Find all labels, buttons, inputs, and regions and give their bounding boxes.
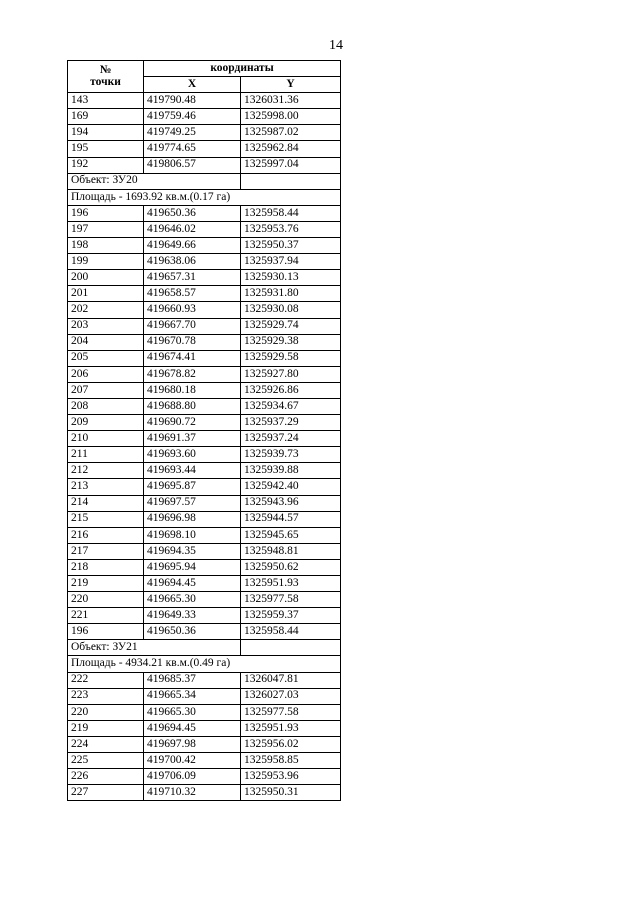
y-coordinate-cell: 1325959.37 [241, 608, 341, 624]
y-coordinate-cell: 1325942.40 [241, 479, 341, 495]
x-coordinate-cell: 419657.31 [144, 270, 241, 286]
empty-cell [241, 640, 341, 656]
y-coordinate-cell: 1325948.81 [241, 543, 341, 559]
y-coordinate-cell: 1325950.62 [241, 559, 341, 575]
point-label: точки [90, 75, 121, 88]
table-row [68, 511, 341, 527]
point-number-cell: 209 [68, 415, 144, 431]
x-coordinate-cell: 419667.70 [144, 318, 241, 334]
x-coordinate-cell: 419706.09 [144, 769, 241, 785]
y-coordinate-cell: 1325953.76 [241, 221, 341, 237]
table-row [68, 141, 341, 157]
table-row [68, 785, 341, 801]
x-coordinate-cell: 419691.37 [144, 431, 241, 447]
x-coordinate-cell: 419695.87 [144, 479, 241, 495]
table-row [68, 398, 341, 414]
x-coordinate-cell: 419665.34 [144, 688, 241, 704]
table-row [68, 238, 341, 254]
object-row [68, 173, 341, 189]
x-coordinate-cell: 419698.10 [144, 527, 241, 543]
point-number-cell: 202 [68, 302, 144, 318]
x-coordinate-cell: 419694.45 [144, 720, 241, 736]
x-coordinate-cell: 419650.36 [144, 624, 241, 640]
point-number-cell: 220 [68, 592, 144, 608]
empty-cell [241, 173, 341, 189]
x-coordinate-cell: 419649.33 [144, 608, 241, 624]
object-row [68, 640, 341, 656]
x-coordinate-cell: 419649.66 [144, 238, 241, 254]
x-coordinate-cell: 419774.65 [144, 141, 241, 157]
point-number-cell: 212 [68, 463, 144, 479]
point-number-cell: 218 [68, 559, 144, 575]
y-coordinate-cell: 1325951.93 [241, 576, 341, 592]
area-label: Площадь - 1693.92 кв.м.(0.17 га) [68, 189, 341, 205]
table-row [68, 93, 341, 109]
y-coordinate-cell: 1325934.67 [241, 398, 341, 414]
point-number-cell: 199 [68, 254, 144, 270]
x-coordinate-cell: 419790.48 [144, 93, 241, 109]
table-row [68, 415, 341, 431]
point-number-cell: 224 [68, 736, 144, 752]
table-row [68, 302, 341, 318]
x-coordinate-cell: 419694.35 [144, 543, 241, 559]
x-coordinate-cell: 419665.30 [144, 704, 241, 720]
x-coordinate-cell: 419665.30 [144, 592, 241, 608]
area-label: Площадь - 4934.21 кв.м.(0.49 га) [68, 656, 341, 672]
point-number-cell: 211 [68, 447, 144, 463]
y-header: Y [241, 77, 341, 93]
table-row [68, 447, 341, 463]
table-row [68, 334, 341, 350]
point-number-cell: 203 [68, 318, 144, 334]
y-coordinate-cell: 1325951.93 [241, 720, 341, 736]
y-coordinate-cell: 1325962.84 [241, 141, 341, 157]
y-coordinate-cell: 1325956.02 [241, 736, 341, 752]
object-label: Объект: ЗУ20 [68, 173, 241, 189]
x-coordinate-cell: 419759.46 [144, 109, 241, 125]
table-row [68, 254, 341, 270]
x-coordinate-cell: 419806.57 [144, 157, 241, 173]
x-coordinate-cell: 419695.94 [144, 559, 241, 575]
y-coordinate-cell: 1325939.73 [241, 447, 341, 463]
y-coordinate-cell: 1325930.08 [241, 302, 341, 318]
table-row [68, 736, 341, 752]
point-number-cell: 204 [68, 334, 144, 350]
y-coordinate-cell: 1325937.29 [241, 415, 341, 431]
table-row [68, 624, 341, 640]
x-coordinate-cell: 419674.41 [144, 350, 241, 366]
point-number-cell: 223 [68, 688, 144, 704]
point-number-cell: 196 [68, 205, 144, 221]
table-row [68, 463, 341, 479]
table-body [68, 93, 341, 801]
y-coordinate-cell: 1325939.88 [241, 463, 341, 479]
y-coordinate-cell: 1326047.81 [241, 672, 341, 688]
table-row [68, 527, 341, 543]
x-coordinate-cell: 419690.72 [144, 415, 241, 431]
table-row [68, 366, 341, 382]
point-number-cell: 219 [68, 576, 144, 592]
table-row [68, 479, 341, 495]
area-row [68, 656, 341, 672]
point-number-cell: 206 [68, 366, 144, 382]
point-number-cell: 200 [68, 270, 144, 286]
x-coordinate-cell: 419638.06 [144, 254, 241, 270]
point-number-cell: 225 [68, 753, 144, 769]
table-row [68, 704, 341, 720]
table-row [68, 221, 341, 237]
y-coordinate-cell: 1325929.38 [241, 334, 341, 350]
table-row [68, 350, 341, 366]
point-number-cell: 216 [68, 527, 144, 543]
point-number-cell: 207 [68, 382, 144, 398]
coordinates-header: координаты [144, 61, 341, 77]
table-row [68, 125, 341, 141]
y-coordinate-cell: 1325953.96 [241, 769, 341, 785]
y-coordinate-cell: 1325958.44 [241, 624, 341, 640]
x-coordinate-cell: 419696.98 [144, 511, 241, 527]
table-row [68, 270, 341, 286]
x-coordinate-cell: 419658.57 [144, 286, 241, 302]
point-number-cell: 169 [68, 109, 144, 125]
x-coordinate-cell: 419710.32 [144, 785, 241, 801]
y-coordinate-cell: 1325998.00 [241, 109, 341, 125]
x-coordinate-cell: 419697.98 [144, 736, 241, 752]
x-coordinate-cell: 419660.93 [144, 302, 241, 318]
table-row [68, 672, 341, 688]
y-coordinate-cell: 1325977.58 [241, 592, 341, 608]
table-row [68, 769, 341, 785]
number-sign: № [99, 64, 112, 77]
table-row [68, 495, 341, 511]
y-coordinate-cell: 1325958.85 [241, 753, 341, 769]
y-coordinate-cell: 1326031.36 [241, 93, 341, 109]
x-coordinate-cell: 419650.36 [144, 205, 241, 221]
y-coordinate-cell: 1325950.31 [241, 785, 341, 801]
y-coordinate-cell: 1325937.94 [241, 254, 341, 270]
table-row [68, 286, 341, 302]
point-number-cell: 198 [68, 238, 144, 254]
x-coordinate-cell: 419670.78 [144, 334, 241, 350]
y-coordinate-cell: 1325944.57 [241, 511, 341, 527]
point-number-cell: 195 [68, 141, 144, 157]
table-row [68, 559, 341, 575]
point-number-cell: 221 [68, 608, 144, 624]
point-number-cell: 215 [68, 511, 144, 527]
table-row [68, 431, 341, 447]
x-coordinate-cell: 419693.44 [144, 463, 241, 479]
point-number-cell: 143 [68, 93, 144, 109]
coordinates-table [67, 60, 341, 801]
y-coordinate-cell: 1325929.74 [241, 318, 341, 334]
point-number-cell: 220 [68, 704, 144, 720]
table-header [68, 61, 341, 93]
point-number-cell: 201 [68, 286, 144, 302]
x-coordinate-cell: 419693.60 [144, 447, 241, 463]
x-coordinate-cell: 419700.42 [144, 753, 241, 769]
y-coordinate-cell: 1325950.37 [241, 238, 341, 254]
table-row [68, 576, 341, 592]
point-number-cell: 194 [68, 125, 144, 141]
point-number-cell: 213 [68, 479, 144, 495]
y-coordinate-cell: 1325945.65 [241, 527, 341, 543]
point-number-cell: 196 [68, 624, 144, 640]
table-row [68, 205, 341, 221]
y-coordinate-cell: 1326027.03 [241, 688, 341, 704]
x-coordinate-cell: 419697.57 [144, 495, 241, 511]
y-coordinate-cell: 1325926.86 [241, 382, 341, 398]
y-coordinate-cell: 1325927.80 [241, 366, 341, 382]
y-coordinate-cell: 1325977.58 [241, 704, 341, 720]
area-row [68, 189, 341, 205]
y-coordinate-cell: 1325937.24 [241, 431, 341, 447]
y-coordinate-cell: 1325997.04 [241, 157, 341, 173]
point-number-cell: 226 [68, 769, 144, 785]
point-number-cell: 222 [68, 672, 144, 688]
y-coordinate-cell: 1325930.13 [241, 270, 341, 286]
x-coordinate-cell: 419646.02 [144, 221, 241, 237]
y-coordinate-cell: 1325931.80 [241, 286, 341, 302]
y-coordinate-cell: 1325987.02 [241, 125, 341, 141]
page-number: 14 [329, 38, 343, 53]
table-row [68, 109, 341, 125]
point-number-cell: 197 [68, 221, 144, 237]
table-row [68, 720, 341, 736]
point-number-cell: 192 [68, 157, 144, 173]
point-number-cell: 208 [68, 398, 144, 414]
x-coordinate-cell: 419749.25 [144, 125, 241, 141]
x-coordinate-cell: 419694.45 [144, 576, 241, 592]
y-coordinate-cell: 1325958.44 [241, 205, 341, 221]
x-coordinate-cell: 419688.80 [144, 398, 241, 414]
table-row [68, 753, 341, 769]
table-row [68, 608, 341, 624]
x-coordinate-cell: 419685.37 [144, 672, 241, 688]
point-number-cell: 205 [68, 350, 144, 366]
y-coordinate-cell: 1325929.58 [241, 350, 341, 366]
point-number-cell: 210 [68, 431, 144, 447]
y-coordinate-cell: 1325943.96 [241, 495, 341, 511]
point-number-header [68, 61, 144, 93]
object-label: Объект: ЗУ21 [68, 640, 241, 656]
table-row [68, 157, 341, 173]
point-number-cell: 217 [68, 543, 144, 559]
x-header: X [144, 77, 241, 93]
table-row [68, 592, 341, 608]
x-coordinate-cell: 419680.18 [144, 382, 241, 398]
point-number-cell: 219 [68, 720, 144, 736]
table-row [68, 688, 341, 704]
x-coordinate-cell: 419678.82 [144, 366, 241, 382]
table-row [68, 382, 341, 398]
table-row [68, 318, 341, 334]
table-row [68, 543, 341, 559]
point-number-cell: 227 [68, 785, 144, 801]
point-number-cell: 214 [68, 495, 144, 511]
